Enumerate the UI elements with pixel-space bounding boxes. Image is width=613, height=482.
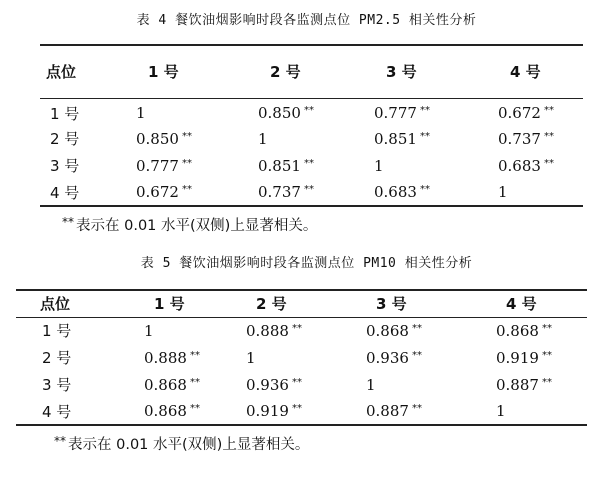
correlation-cell [234, 179, 344, 206]
correlation-value: 0.888 [246, 321, 289, 340]
row-label: 2 号 [42, 349, 72, 367]
correlation-value: 0.919 [246, 402, 289, 420]
significance-marker: ** [62, 215, 74, 229]
table-header-row [16, 290, 587, 317]
table-row [40, 125, 583, 152]
significance-marker: ** [181, 130, 192, 142]
significance-marker: ** [189, 403, 200, 414]
table-4-caption: 表 4 餐饮油烟影响时段各监测点位 PM2.5 相关性分析 [136, 13, 477, 28]
significance-marker: ** [291, 376, 302, 388]
correlation-cell [458, 371, 587, 398]
correlation-cell [468, 152, 583, 179]
table-4-footnote [62, 214, 317, 235]
significance-marker: ** [543, 157, 554, 169]
row-label: 1 号 [42, 322, 72, 341]
row-label: 4 号 [50, 183, 80, 202]
correlation-cell [458, 317, 587, 344]
significance-marker: ** [419, 184, 430, 195]
correlation-cell [122, 125, 234, 152]
correlation-value: 0.850 [258, 104, 301, 123]
correlation-value: 0.850 [136, 129, 179, 148]
table-row [40, 98, 583, 125]
significance-marker: ** [189, 376, 200, 388]
correlation-cell [458, 398, 587, 425]
column-header-site-3: 3 号 [344, 45, 468, 98]
table-4-pm25-correlation [40, 44, 583, 207]
correlation-value: 0.737 [258, 183, 301, 201]
column-header-site: 点位 [16, 290, 116, 317]
correlation-cell [116, 371, 226, 398]
significance-marker: ** [543, 130, 554, 142]
table-5-caption: 表 5 餐饮油烟影响时段各监测点位 PM10 相关性分析 [140, 256, 473, 271]
significance-marker: ** [411, 349, 422, 361]
correlation-cell [344, 179, 468, 206]
significance-marker: ** [54, 434, 66, 448]
correlation-cell [334, 398, 458, 425]
row-label: 3 号 [42, 376, 72, 394]
correlation-cell [344, 125, 468, 152]
correlation-cell [122, 98, 234, 125]
table-row [16, 398, 587, 425]
correlation-value: 0.851 [374, 129, 417, 148]
correlation-value: 0.887 [496, 375, 539, 394]
correlation-cell [234, 125, 344, 152]
significance-marker: ** [541, 376, 552, 388]
correlation-value: 0.683 [498, 156, 541, 175]
correlation-value: 0.851 [258, 156, 301, 175]
correlation-cell [458, 344, 587, 371]
correlation-cell [226, 371, 334, 398]
table-row [16, 317, 587, 344]
column-header-site-4: 4 号 [468, 45, 583, 98]
correlation-value: 0.868 [496, 321, 539, 340]
row-label: 4 号 [42, 402, 72, 421]
correlation-value: 0.737 [498, 129, 541, 148]
correlation-cell [468, 98, 583, 125]
significance-marker: ** [291, 322, 302, 334]
significance-marker: ** [419, 105, 430, 117]
correlation-value: 0.868 [144, 402, 187, 420]
correlation-value: 1 [246, 348, 256, 367]
table-row [16, 344, 587, 371]
column-header-site-3: 3 号 [334, 290, 458, 317]
significance-marker: ** [541, 349, 552, 361]
correlation-cell [226, 317, 334, 344]
correlation-cell [468, 125, 583, 152]
correlation-cell [116, 398, 226, 425]
correlation-cell [344, 98, 468, 125]
table-5-pm10-correlation [16, 289, 587, 426]
significance-marker: ** [189, 349, 200, 361]
correlation-cell [226, 398, 334, 425]
correlation-value: 0.868 [366, 321, 409, 340]
significance-marker: ** [181, 157, 192, 169]
column-header-site: 点位 [40, 45, 122, 98]
column-header-site-2: 2 号 [226, 290, 334, 317]
significance-marker: ** [541, 322, 552, 334]
footnote-text: 表示在 0.01 水平(双侧)上显著相关。 [76, 218, 318, 234]
significance-marker: ** [303, 157, 314, 169]
correlation-value: 0.868 [144, 375, 187, 394]
correlation-value: 0.936 [246, 375, 289, 394]
correlation-cell [334, 344, 458, 371]
correlation-value: 0.777 [374, 104, 417, 123]
correlation-cell [344, 152, 468, 179]
significance-marker: ** [419, 130, 430, 142]
significance-marker: ** [181, 184, 192, 195]
significance-marker: ** [303, 184, 314, 195]
row-label: 1 号 [50, 104, 80, 123]
table-row [40, 152, 583, 179]
correlation-cell [234, 152, 344, 179]
correlation-cell [234, 98, 344, 125]
correlation-cell [122, 152, 234, 179]
significance-marker: ** [291, 403, 302, 414]
column-header-site-4: 4 号 [458, 290, 587, 317]
correlation-value: 0.936 [366, 348, 409, 367]
significance-marker: ** [543, 105, 554, 117]
significance-marker: ** [411, 403, 422, 414]
table-5-footnote [54, 433, 309, 454]
correlation-cell [468, 179, 583, 206]
correlation-value: 1 [144, 321, 154, 340]
column-header-site-2: 2 号 [234, 45, 344, 98]
correlation-value: 0.683 [374, 183, 417, 201]
correlation-value: 0.777 [136, 156, 179, 175]
correlation-cell [334, 371, 458, 398]
table-header-row [40, 45, 583, 98]
correlation-cell [334, 317, 458, 344]
footnote-text: 表示在 0.01 水平(双侧)上显著相关。 [68, 437, 310, 453]
correlation-value: 0.888 [144, 348, 187, 367]
column-header-site-1: 1 号 [122, 45, 234, 98]
correlation-value: 1 [496, 402, 506, 420]
row-label: 2 号 [50, 130, 80, 148]
correlation-value: 0.919 [496, 348, 539, 367]
significance-marker: ** [303, 105, 314, 117]
table-row [40, 179, 583, 206]
column-header-site-1: 1 号 [116, 290, 226, 317]
table-row [16, 371, 587, 398]
correlation-value: 0.672 [136, 183, 179, 201]
correlation-value: 1 [374, 156, 384, 175]
correlation-value: 1 [498, 183, 508, 201]
correlation-value: 1 [366, 375, 376, 394]
correlation-value: 0.887 [366, 402, 409, 420]
row-label: 3 号 [50, 157, 80, 175]
correlation-cell [226, 344, 334, 371]
correlation-cell [116, 344, 226, 371]
correlation-cell [116, 317, 226, 344]
correlation-cell [122, 179, 234, 206]
correlation-value: 1 [258, 129, 268, 148]
correlation-value: 0.672 [498, 104, 541, 123]
correlation-value: 1 [136, 104, 146, 123]
significance-marker: ** [411, 322, 422, 334]
